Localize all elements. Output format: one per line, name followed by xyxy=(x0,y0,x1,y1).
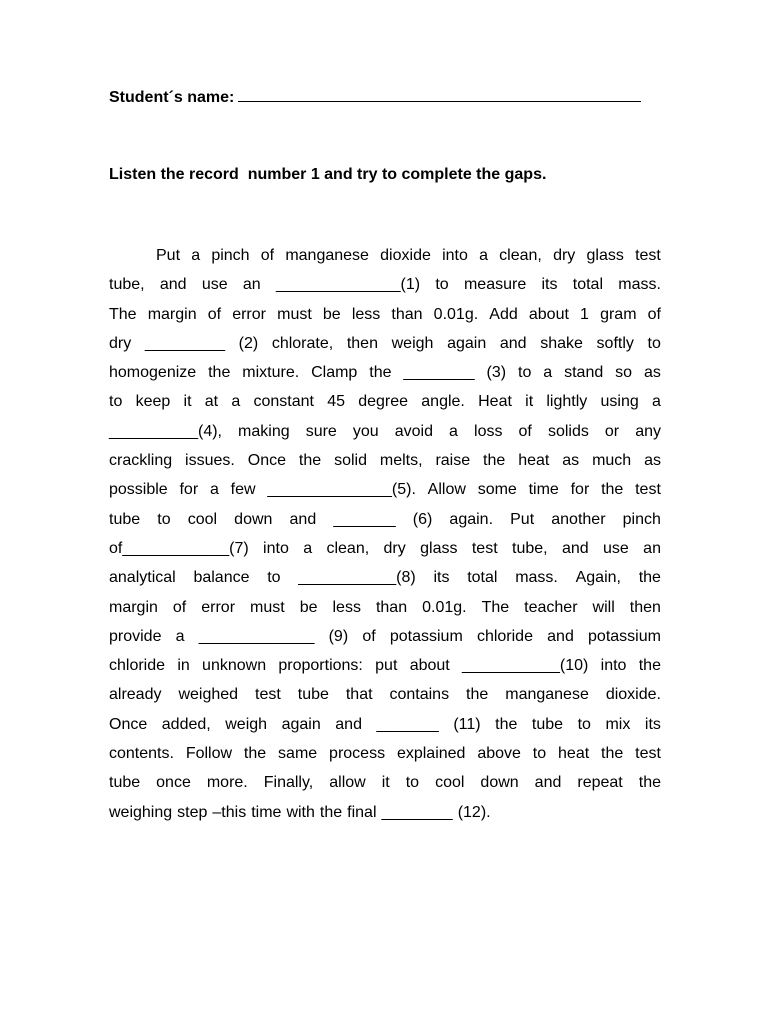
passage-word: a xyxy=(449,422,458,440)
passage-word: another xyxy=(551,510,606,528)
passage-word: so xyxy=(615,364,633,382)
passage-word: use xyxy=(603,539,629,557)
passage-word: cool xyxy=(187,510,218,528)
passage-word: Again, xyxy=(575,569,621,587)
passage-word: it xyxy=(381,774,390,792)
passage-line xyxy=(109,300,661,329)
passage-word: an xyxy=(643,539,661,557)
passage-word: will xyxy=(592,598,615,616)
passage-word: step xyxy=(177,803,208,821)
passage-word: at xyxy=(204,393,219,411)
passage-word: error xyxy=(232,305,266,323)
passage-word: test xyxy=(255,686,281,704)
instruction-heading: Listen the record number 1 and try to complete the gaps. xyxy=(109,166,547,183)
passage-word: contains xyxy=(389,686,450,704)
passage-line xyxy=(109,329,661,358)
passage-word: total xyxy=(572,276,603,294)
passage-word: (12). xyxy=(457,803,491,821)
answer-gap[interactable]: ______________(1) xyxy=(275,276,421,294)
passage-word: potassium xyxy=(389,627,463,645)
passage-word: mixture. xyxy=(242,364,300,382)
passage-line xyxy=(109,798,661,827)
passage-word: softly xyxy=(596,334,634,352)
passage-word: the xyxy=(243,745,267,763)
passage-word: test xyxy=(635,481,661,499)
passage-word: to xyxy=(435,276,449,294)
passage-line xyxy=(109,358,661,387)
passage-word: solids xyxy=(547,422,589,440)
passage-word: chloride xyxy=(109,657,166,675)
passage-word: constant xyxy=(253,393,314,411)
student-name-blank[interactable] xyxy=(238,87,641,102)
passage-word: process xyxy=(329,745,386,763)
passage-word: glass xyxy=(420,539,458,557)
passage-line xyxy=(109,241,661,270)
passage-word: manganese xyxy=(505,686,589,704)
passage-word: –this xyxy=(212,803,247,821)
passage-word: Once xyxy=(247,452,286,470)
passage-word: the xyxy=(369,364,392,382)
passage-word: the xyxy=(601,481,624,499)
passage-word: the xyxy=(466,686,489,704)
passage-word: provide xyxy=(109,627,162,645)
passage-word: a xyxy=(209,481,219,499)
passage-word: a xyxy=(652,393,661,411)
passage-word: margin xyxy=(147,305,197,323)
passage-word: into xyxy=(600,657,627,675)
passage-word: degree xyxy=(358,393,409,411)
passage-word: 0.01g. xyxy=(433,305,479,323)
answer-gap[interactable]: of____________(7) xyxy=(109,539,249,557)
passage-word: using xyxy=(600,393,639,411)
passage-word: be xyxy=(299,598,318,616)
passage-word: then xyxy=(629,598,661,616)
passage-line xyxy=(109,768,661,797)
passage-word: heat xyxy=(518,452,550,470)
passage-word: weighed xyxy=(178,686,239,704)
passage-word: Follow xyxy=(185,745,233,763)
answer-gap[interactable]: ___________(8) xyxy=(298,569,416,587)
passage-word: added, xyxy=(161,715,211,733)
passage-word: and xyxy=(534,774,562,792)
passage-line xyxy=(109,534,661,563)
passage-word: chlorate, xyxy=(271,334,334,352)
passage-line xyxy=(109,651,661,680)
passage-word: its xyxy=(644,715,661,733)
passage-word: an xyxy=(242,276,261,294)
passage-word: pinch xyxy=(622,510,661,528)
passage-word: weigh xyxy=(225,715,268,733)
passage-word: to xyxy=(405,774,420,792)
passage-word: to xyxy=(267,569,281,587)
passage-word: any xyxy=(635,422,661,440)
passage-word: making xyxy=(238,422,290,440)
passage-word: glass xyxy=(586,247,624,264)
passage-word: into xyxy=(263,539,289,557)
passage-line xyxy=(109,739,661,768)
gap-fill-passage xyxy=(109,241,661,827)
passage-word: possible xyxy=(109,481,168,499)
passage-word: dioxide xyxy=(380,247,431,264)
passage-word: as xyxy=(644,364,661,382)
passage-word: melts, xyxy=(379,452,423,470)
passage-line xyxy=(109,270,661,299)
passage-word: mass. xyxy=(618,276,661,294)
passage-word: dry xyxy=(109,334,132,352)
passage-word: must xyxy=(277,305,312,323)
passage-word: final xyxy=(347,803,377,821)
passage-word: (6) xyxy=(412,510,433,528)
answer-gap[interactable]: _______ xyxy=(333,510,396,528)
passage-word: and xyxy=(499,334,527,352)
passage-word: again xyxy=(281,715,321,733)
passage-word: a xyxy=(231,393,241,411)
passage-word: the xyxy=(601,745,624,763)
passage-word: some xyxy=(477,481,517,499)
passage-word: more. xyxy=(206,774,248,792)
passage-word: of xyxy=(260,247,275,264)
passage-word: lightly xyxy=(546,393,588,411)
passage-word: down xyxy=(234,510,273,528)
passage-line xyxy=(109,387,661,416)
passage-word: sure xyxy=(305,422,337,440)
passage-word: of xyxy=(518,422,532,440)
passage-word: clean, xyxy=(326,539,370,557)
passage-word: to xyxy=(647,334,661,352)
answer-gap[interactable]: _________ xyxy=(144,334,225,352)
passage-word: the xyxy=(208,364,231,382)
passage-word: then xyxy=(346,334,378,352)
passage-word: of xyxy=(362,627,376,645)
passage-word: (9) xyxy=(328,627,349,645)
student-name-row xyxy=(109,87,669,107)
passage-word: less xyxy=(351,305,381,323)
passage-word: clean, xyxy=(499,247,542,264)
passage-line xyxy=(109,505,661,534)
passage-word: again xyxy=(447,334,487,352)
answer-gap[interactable]: _______ xyxy=(376,715,439,733)
passage-word: to xyxy=(109,393,123,411)
passage-word: Put xyxy=(156,247,181,264)
passage-word: a xyxy=(479,247,488,264)
passage-word: crackling xyxy=(109,452,173,470)
passage-word: put xyxy=(375,657,398,675)
passage-word: a xyxy=(543,364,553,382)
passage-word: its xyxy=(433,569,450,587)
passage-word: mass. xyxy=(515,569,558,587)
passage-word: test xyxy=(471,539,498,557)
passage-word: stand xyxy=(564,364,604,382)
passage-word: few xyxy=(230,481,256,499)
passage-word: chloride xyxy=(476,627,533,645)
passage-word: heat xyxy=(558,745,590,763)
passage-word: angle. xyxy=(421,393,465,411)
passage-word: or xyxy=(604,422,620,440)
passage-word: for xyxy=(179,481,199,499)
passage-word: less xyxy=(332,598,361,616)
passage-word: allow xyxy=(329,774,366,792)
answer-gap[interactable]: ________ xyxy=(403,364,475,382)
passage-word: homogenize xyxy=(109,364,197,382)
passage-word: Heat xyxy=(478,393,512,411)
passage-word: Allow xyxy=(427,481,466,499)
passage-word: explained xyxy=(396,745,466,763)
passage-word: and xyxy=(289,510,317,528)
passage-word: tube, xyxy=(512,539,548,557)
passage-word: Add xyxy=(489,305,518,323)
answer-gap[interactable]: ________ xyxy=(381,803,453,821)
passage-word: of xyxy=(172,598,187,616)
passage-word: test xyxy=(635,247,661,264)
passage-word: down xyxy=(480,774,519,792)
passage-word: The xyxy=(481,598,510,616)
passage-word: a xyxy=(303,539,313,557)
passage-word: a xyxy=(191,247,201,264)
passage-word: raise xyxy=(435,452,471,470)
passage-word: in xyxy=(177,657,190,675)
passage-word: measure xyxy=(463,276,527,294)
passage-word: a xyxy=(175,627,185,645)
passage-word: tube, xyxy=(109,276,145,294)
passage-word: and xyxy=(335,715,362,733)
passage-word: time xyxy=(528,481,559,499)
passage-word: tube xyxy=(109,510,141,528)
passage-word: pinch xyxy=(211,247,250,264)
passage-word: it xyxy=(525,393,534,411)
passage-word: Clamp xyxy=(311,364,358,382)
passage-word: solid xyxy=(334,452,367,470)
passage-word: be xyxy=(322,305,341,323)
passage-word: cool xyxy=(435,774,465,792)
passage-word: manganese xyxy=(285,247,369,264)
passage-word: the xyxy=(495,715,518,733)
passage-word: with xyxy=(286,803,315,821)
passage-word: use xyxy=(201,276,228,294)
passage-word: total xyxy=(467,569,498,587)
passage-word: its xyxy=(541,276,558,294)
passage-word: for xyxy=(570,481,590,499)
passage-word: the xyxy=(638,774,661,792)
passage-word: Once xyxy=(109,715,148,733)
passage-word: above xyxy=(477,745,521,763)
passage-word: weigh xyxy=(391,334,434,352)
passage-word: analytical xyxy=(109,569,176,587)
passage-word: gram xyxy=(600,305,637,323)
passage-word: the xyxy=(319,803,343,821)
passage-word: the xyxy=(298,452,322,470)
answer-gap[interactable]: __________(4), xyxy=(109,422,222,440)
passage-word: to xyxy=(577,715,591,733)
passage-line xyxy=(109,417,661,446)
passage-word: dry xyxy=(553,247,576,264)
passage-word: potassium xyxy=(588,627,661,645)
passage-word: the xyxy=(638,569,661,587)
passage-word: already xyxy=(109,686,162,704)
passage-word: as xyxy=(644,452,661,470)
passage-line xyxy=(109,710,661,739)
passage-word: of xyxy=(207,305,222,323)
passage-word: than xyxy=(375,598,408,616)
passage-word: balance xyxy=(193,569,250,587)
passage-word: the xyxy=(483,452,506,470)
passage-word: and xyxy=(159,276,187,294)
passage-word: into xyxy=(442,247,468,264)
passage-word: dioxide. xyxy=(605,686,661,704)
passage-word: loss xyxy=(474,422,503,440)
passage-word: (2) xyxy=(238,334,259,352)
passage-word: you xyxy=(352,422,379,440)
passage-word: Put xyxy=(510,510,535,528)
passage-word: (11) xyxy=(453,715,481,733)
passage-word: The xyxy=(109,305,137,323)
passage-word: repeat xyxy=(577,774,623,792)
passage-word: and xyxy=(547,627,574,645)
passage-word: as xyxy=(562,452,580,470)
answer-gap[interactable]: _____________ xyxy=(198,627,315,645)
answer-gap[interactable]: ___________(10) xyxy=(462,657,589,675)
passage-word: again. xyxy=(449,510,494,528)
passage-word: Finally, xyxy=(263,774,314,792)
passage-word: contents. xyxy=(109,745,174,763)
passage-word: teacher xyxy=(524,598,578,616)
passage-word: to xyxy=(532,745,547,763)
passage-word: about xyxy=(528,305,569,323)
passage-word: tube xyxy=(297,686,329,704)
passage-word: and xyxy=(561,539,589,557)
passage-word: keep xyxy=(135,393,171,411)
passage-word: margin xyxy=(109,598,158,616)
passage-word: mix xyxy=(605,715,631,733)
passage-word: same xyxy=(278,745,318,763)
passage-line xyxy=(109,593,661,622)
passage-line xyxy=(109,475,661,504)
passage-word: proportions: xyxy=(278,657,363,675)
passage-word: the xyxy=(638,657,661,675)
passage-word: tube xyxy=(109,774,141,792)
student-name-label: Student´s name: xyxy=(109,89,235,106)
passage-word: to xyxy=(157,510,171,528)
passage-line xyxy=(109,680,661,709)
passage-word: avoid xyxy=(394,422,433,440)
answer-gap[interactable]: ______________(5). xyxy=(267,481,416,499)
passage-word: shake xyxy=(540,334,583,352)
passage-word: it xyxy=(183,393,192,411)
passage-word: to xyxy=(518,364,532,382)
passage-word: issues. xyxy=(185,452,235,470)
passage-word: weighing xyxy=(109,803,173,821)
passage-line xyxy=(109,563,661,592)
passage-line xyxy=(109,446,661,475)
passage-word: tube xyxy=(531,715,564,733)
passage-word: error xyxy=(201,598,236,616)
passage-word: that xyxy=(345,686,373,704)
passage-word: than xyxy=(391,305,423,323)
passage-word: of xyxy=(647,305,661,323)
passage-word: 1 xyxy=(580,305,589,323)
passage-word: test xyxy=(635,745,661,763)
passage-word: (3) xyxy=(486,364,507,382)
passage-word: much xyxy=(592,452,632,470)
passage-word: time xyxy=(251,803,282,821)
passage-word: dry xyxy=(383,539,406,557)
passage-word: 0.01g. xyxy=(422,598,467,616)
passage-word: unknown xyxy=(202,657,267,675)
passage-line xyxy=(109,622,661,651)
passage-word: 45 xyxy=(327,393,345,411)
passage-word: once xyxy=(156,774,191,792)
passage-word: about xyxy=(409,657,450,675)
passage-word: must xyxy=(250,598,285,616)
